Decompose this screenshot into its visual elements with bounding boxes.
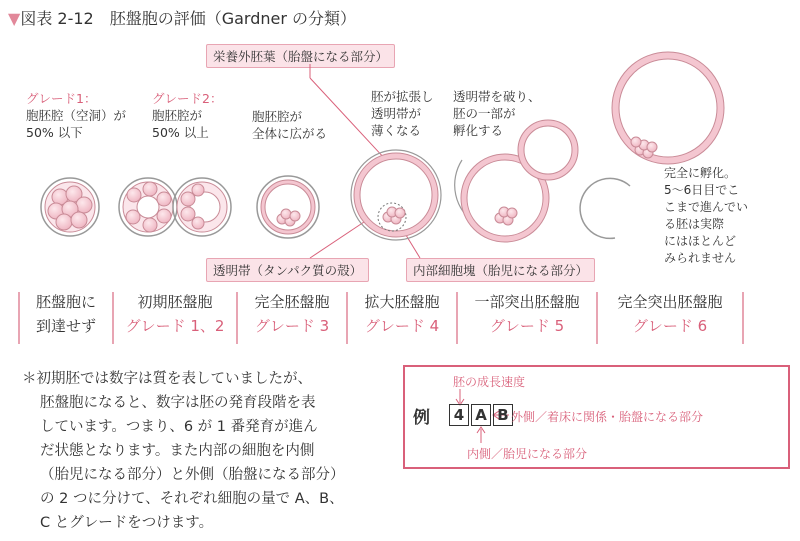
explanation-line: だ状態となります。また内部の細胞を内側 [40, 443, 315, 459]
stage-hatched [600, 290, 740, 346]
stage-name: 胚盤胞に [35, 293, 96, 311]
explanation-line: ＊初期胚では数字は質を表していましたが、 [22, 371, 312, 387]
stage-separator [456, 292, 458, 344]
stage-grade: グレード 4 [364, 317, 440, 335]
explanation-line: の 2 つに分けて、それぞれ細胞の量で A、B、 [40, 491, 344, 507]
grade6-line: 5〜6日目でこ [664, 183, 740, 197]
early-blastocyst-1 [119, 178, 177, 236]
full-blastocyst [257, 176, 319, 238]
stage-full [240, 290, 344, 346]
icm-label: 内部細胞塊（胎児になる部分） [406, 258, 595, 282]
empty-zona-shell [580, 178, 630, 238]
stage-name: 拡大胚盤胞 [364, 293, 440, 311]
grade6-line: にはほとんど [664, 234, 737, 248]
stage-separator [596, 292, 598, 344]
grade1-line1: 胞胚腔（空洞）が [26, 108, 127, 123]
grade4-line2: 透明帯が [371, 106, 422, 121]
title-marker-icon: ▼ [8, 9, 21, 28]
grade6-line: みられません [664, 251, 737, 265]
stage-separator [346, 292, 348, 344]
grade-cell-te: B [493, 404, 513, 426]
grade4-line1: 胚が拡張し [371, 89, 434, 104]
grade5-line2: 胚の一部が [453, 106, 516, 121]
grade2-line2: 50% 以上 [152, 125, 209, 140]
stage-separator [18, 292, 20, 344]
explanation-line: 胚盤胞になると、数字は胚の発育段階を表 [40, 395, 316, 411]
grade3-line1: 胞胚腔が [252, 109, 303, 124]
stage-expanded [350, 290, 454, 346]
stage-grade: グレード 5 [489, 317, 565, 335]
grade4-line3: 薄くなる [371, 123, 422, 138]
explanation-line: しています。つまり、6 が 1 番発育が進ん [40, 419, 318, 435]
grade2-title: グレード2： [152, 91, 223, 106]
grade5-line1: 透明帯を破り、 [453, 89, 541, 104]
grade5-line3: 孵化する [453, 123, 504, 138]
stage-name: 完全胚盤胞 [254, 293, 330, 311]
example-label: 例 [413, 408, 430, 428]
stage-separator [742, 292, 744, 344]
stage-grade: 到達せず [35, 317, 96, 335]
hatching-blastocyst [455, 120, 578, 242]
grade6-line: こまで進んでい [664, 200, 749, 214]
grade1-title: グレード1： [26, 91, 97, 106]
grade6-line: る胚は実際 [664, 217, 725, 231]
speed-label: 胚の成長速度 [453, 375, 526, 389]
hatched-blastocyst [580, 52, 724, 238]
stage-separator [112, 292, 114, 344]
example-box [403, 365, 790, 469]
trophectoderm-label: 栄養外胚葉（胎盤になる部分） [206, 44, 395, 68]
title-text: 図表 2-12 胚盤胞の評価（Gardner の分類） [20, 9, 357, 28]
stage-grade: グレード 1、2 [125, 317, 225, 335]
stage-row [18, 290, 786, 346]
stage-hatching [460, 290, 594, 346]
grade-cell-icm: A [471, 404, 491, 426]
explanation-line: （胎児になる部分）と外側（胎盤になる部分） [40, 467, 345, 483]
stage-name: 完全突出胚盤胞 [617, 293, 723, 311]
grade6-line: 完全に孵化。 [664, 166, 737, 180]
stage-name: 初期胚盤胞 [137, 293, 213, 311]
inner-label: 内側／胎児になる部分 [467, 447, 588, 461]
stage-grade: グレード 6 [632, 317, 708, 335]
early-blastocyst-2 [173, 178, 231, 236]
grade1-line2: 50% 以下 [26, 125, 83, 140]
grade2-line1: 胞胚腔が [152, 108, 203, 123]
stage-name: 一部突出胚盤胞 [474, 293, 580, 311]
zona-label: 透明帯（タンパク質の殻） [206, 258, 369, 282]
grade3-line2: 全体に広がる [252, 126, 328, 141]
stage-none [22, 290, 110, 346]
expanded-blastocyst [351, 150, 441, 240]
stage-early [116, 290, 234, 346]
grade-cell-expansion: 4 [449, 404, 469, 426]
trophectoderm-leader-line [310, 78, 386, 160]
outer-label: 外側／着床に関係・胎盤になる部分 [511, 410, 704, 424]
explanation-text [22, 367, 345, 535]
morula-embryo [41, 178, 99, 236]
stage-grade: グレード 3 [254, 317, 330, 335]
grade-example-cells [449, 404, 515, 426]
explanation-line: C とグレードをつけます。 [40, 515, 214, 531]
stage-separator [236, 292, 238, 344]
